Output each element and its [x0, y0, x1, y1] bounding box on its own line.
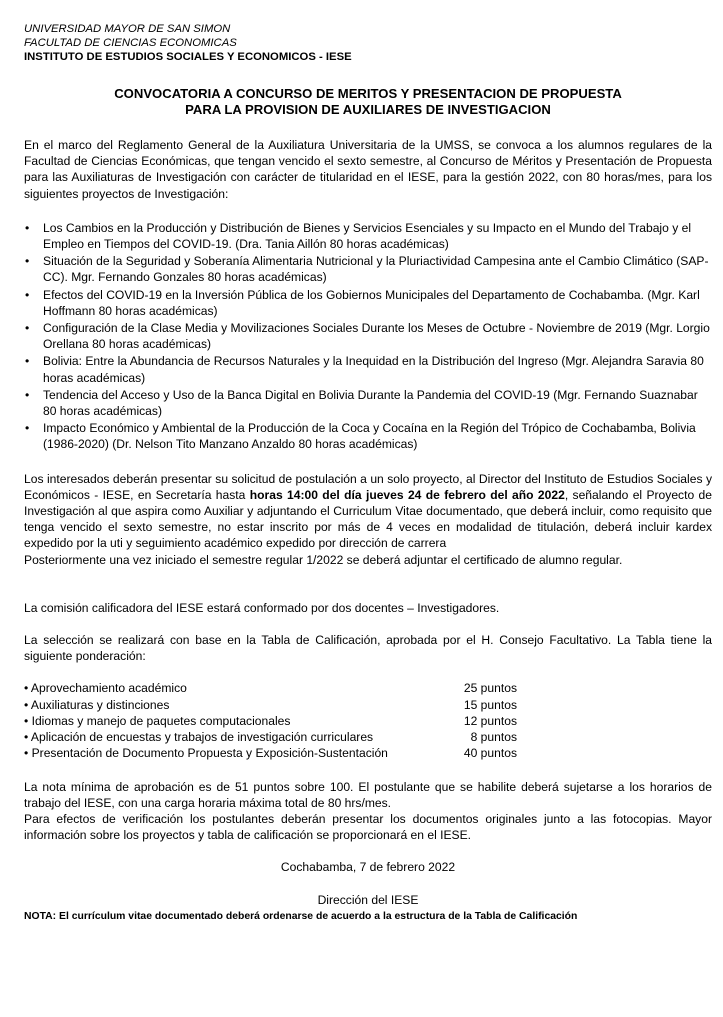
faculty-name: FACULTAD DE CIENCIAS ECONOMICAS — [24, 37, 237, 49]
date-line: Cochabamba, 7 de febrero 2022 — [280, 860, 456, 875]
project-text: Tendencia del Acceso y Uso de la Banca Digital en Bolivia Durante la Pandemia del COVID-19 (Mgr. Fernando Suaznabar 80 horas académicas) — [43, 387, 698, 419]
bullet-icon: • — [25, 387, 30, 402]
certificate-paragraph: Posteriormente una vez iniciado el semestre regular 1/2022 se deberá adjuntar el certificado de alumno regular. — [24, 552, 623, 567]
title-line-1: CONVOCATORIA A CONCURSO DE MERITOS Y PRESENTACION DE PROPUESTA — [114, 86, 622, 101]
selection-paragraph: La selección se realizará con base en la Tabla de Calificación, aprobada por el H. Consejo Facultativo. La Tabla tiene la siguiente ponderación: — [24, 633, 712, 664]
points-cell: 25 puntos — [463, 681, 517, 696]
points-cell: 40 puntos — [463, 746, 517, 761]
table-row — [24, 745, 712, 761]
project-list — [24, 220, 712, 453]
letterhead — [24, 22, 712, 64]
minimum-score-paragraph: La nota mínima de aprobación es de 51 puntos sobre 100. El postulante que se habilite deberá sujetarse a los horarios de trabajo del IESE, con una carga horaria máxima total de 80 hrs/mes. — [24, 779, 712, 810]
university-name: UNIVERSIDAD MAYOR DE SAN SIMON — [24, 23, 231, 35]
footnote: NOTA: El currículum vitae documentado deberá ordenarse de acuerdo a la estructura de la Tabla de Calificación — [24, 910, 578, 922]
intro-paragraph: En el marco del Reglamento General de la Auxiliatura Universitaria de la UMSS, se convoca a los alumnos regulares de la Facultad de Ciencias Económicas, que tengan vencido el sexto semestre, al Concurso de Méritos y Presentación de Propuesta para las Auxiliaturas de Investigación con carácter de titularidad en el IESE, para la gestión 2022, con 80 horas/mes, para los siguientes proyectos de Investigación: — [24, 138, 712, 201]
list-item — [24, 420, 712, 452]
institute-name: INSTITUTO DE ESTUDIOS SOCIALES Y ECONOMICOS - IESE — [24, 51, 352, 63]
requirements-text: Los interesados deberán presentar su solicitud de postulación a un solo proyecto, al Director del Instituto de Estudios Sociales y Económicos - IESE, en Secretaría hasta — [24, 471, 712, 502]
document-page — [24, 22, 712, 924]
points-cell: 15 puntos — [463, 697, 517, 712]
project-text: Impacto Económico y Ambiental de la Producción de la Coca y Cocaína en la Región del Trópico de Cochabamba, Bolivia (1986-2020) (Dr. Nelson Tito Manzano Anzaldo 80 horas académicas) — [43, 421, 696, 452]
project-text: Configuración de la Clase Media y Movilizaciones Sociales Durante los Meses de Octubre - Noviembre de 2019 (Mgr. Lorgio Orellana 80 horas académicas) — [43, 321, 710, 352]
criterion-cell: • Aprovechamiento académico — [24, 681, 187, 696]
requirements-paragraph — [24, 471, 712, 552]
committee-paragraph: La comisión calificadora del IESE estará conformado por dos docentes – Investigadores. — [24, 600, 500, 615]
deadline-text: horas 14:00 del día jueves 24 de febrero del año 2022 — [249, 487, 565, 502]
signature-line: Dirección del IESE — [317, 892, 419, 907]
verification-paragraph: Para efectos de verificación los postulantes deberán presentar los documentos originales junto a las fotocopias. Mayor información sobre los proyectos y tabla de calificación se proporcionará en el IESE. — [24, 811, 712, 843]
title-line-2: PARA LA PROVISION DE AUXILIARES DE INVESTIGACION — [185, 102, 551, 117]
requirements-text-continued: , señalando el Proyecto de Investigación al que aspira como Auxiliar y adjuntando el Curriculum Vitae documentado, que deberá incluir, como requisito que tenga vencido el sexto semestre, no estar inscrito por más de 4 veces en modalidad de titulación, deberá incluir kardex expedido por la uti y seguimiento académico expedido por dirección de carrera — [24, 487, 712, 551]
list-item — [24, 387, 712, 419]
points-cell: 12 puntos — [463, 713, 517, 728]
project-text: Situación de la Seguridad y Soberanía Alimentaria Nutricional y la Pluriactividad Campesina ante el Cambio Climático (SAP-CC). Mgr. Fernando Gonzales 80 horas académicas) — [43, 254, 709, 285]
project-text: Bolivia: Entre la Abundancia de Recursos Naturales y la Inequidad en la Distribución del Ingreso (Mgr. Alejandra Saravia 80 horas académicas) — [43, 354, 704, 385]
bullet-icon: • — [25, 254, 30, 269]
table-row — [24, 680, 712, 696]
scoring-table — [24, 680, 712, 761]
list-item — [24, 220, 712, 252]
bullet-icon: • — [25, 354, 30, 369]
table-row — [24, 729, 712, 745]
bullet-icon: • — [25, 287, 30, 302]
list-item — [24, 353, 712, 385]
points-cell: 8 puntos — [470, 730, 517, 745]
list-item — [24, 320, 712, 352]
bullet-icon: • — [25, 321, 30, 336]
table-row — [24, 713, 712, 729]
criterion-cell: • Presentación de Documento Propuesta y Exposición-Sustentación — [24, 746, 388, 761]
criterion-cell: • Auxiliaturas y distinciones — [24, 697, 170, 712]
project-text: Efectos del COVID-19 en la Inversión Pública de los Gobiernos Municipales del Departamento de Cochabamba. (Mgr. Karl Hoffmann 80 horas académicas) — [43, 287, 700, 318]
bullet-icon: • — [25, 220, 30, 235]
criterion-cell: • Idiomas y manejo de paquetes computacionales — [24, 713, 291, 728]
document-title — [24, 86, 712, 118]
list-item — [24, 287, 712, 319]
criterion-cell: • Aplicación de encuestas y trabajos de investigación curriculares — [24, 730, 374, 745]
table-row — [24, 697, 712, 713]
project-text: Los Cambios en la Producción y Distribución de Bienes y Servicios Esenciales y su Impacto en el Mundo del Trabajo y el Empleo en Tiempos del COVID-19. (Dra. Tania Aillón 80 horas académicas) — [43, 220, 692, 252]
list-item — [24, 253, 712, 285]
bullet-icon: • — [25, 421, 30, 436]
